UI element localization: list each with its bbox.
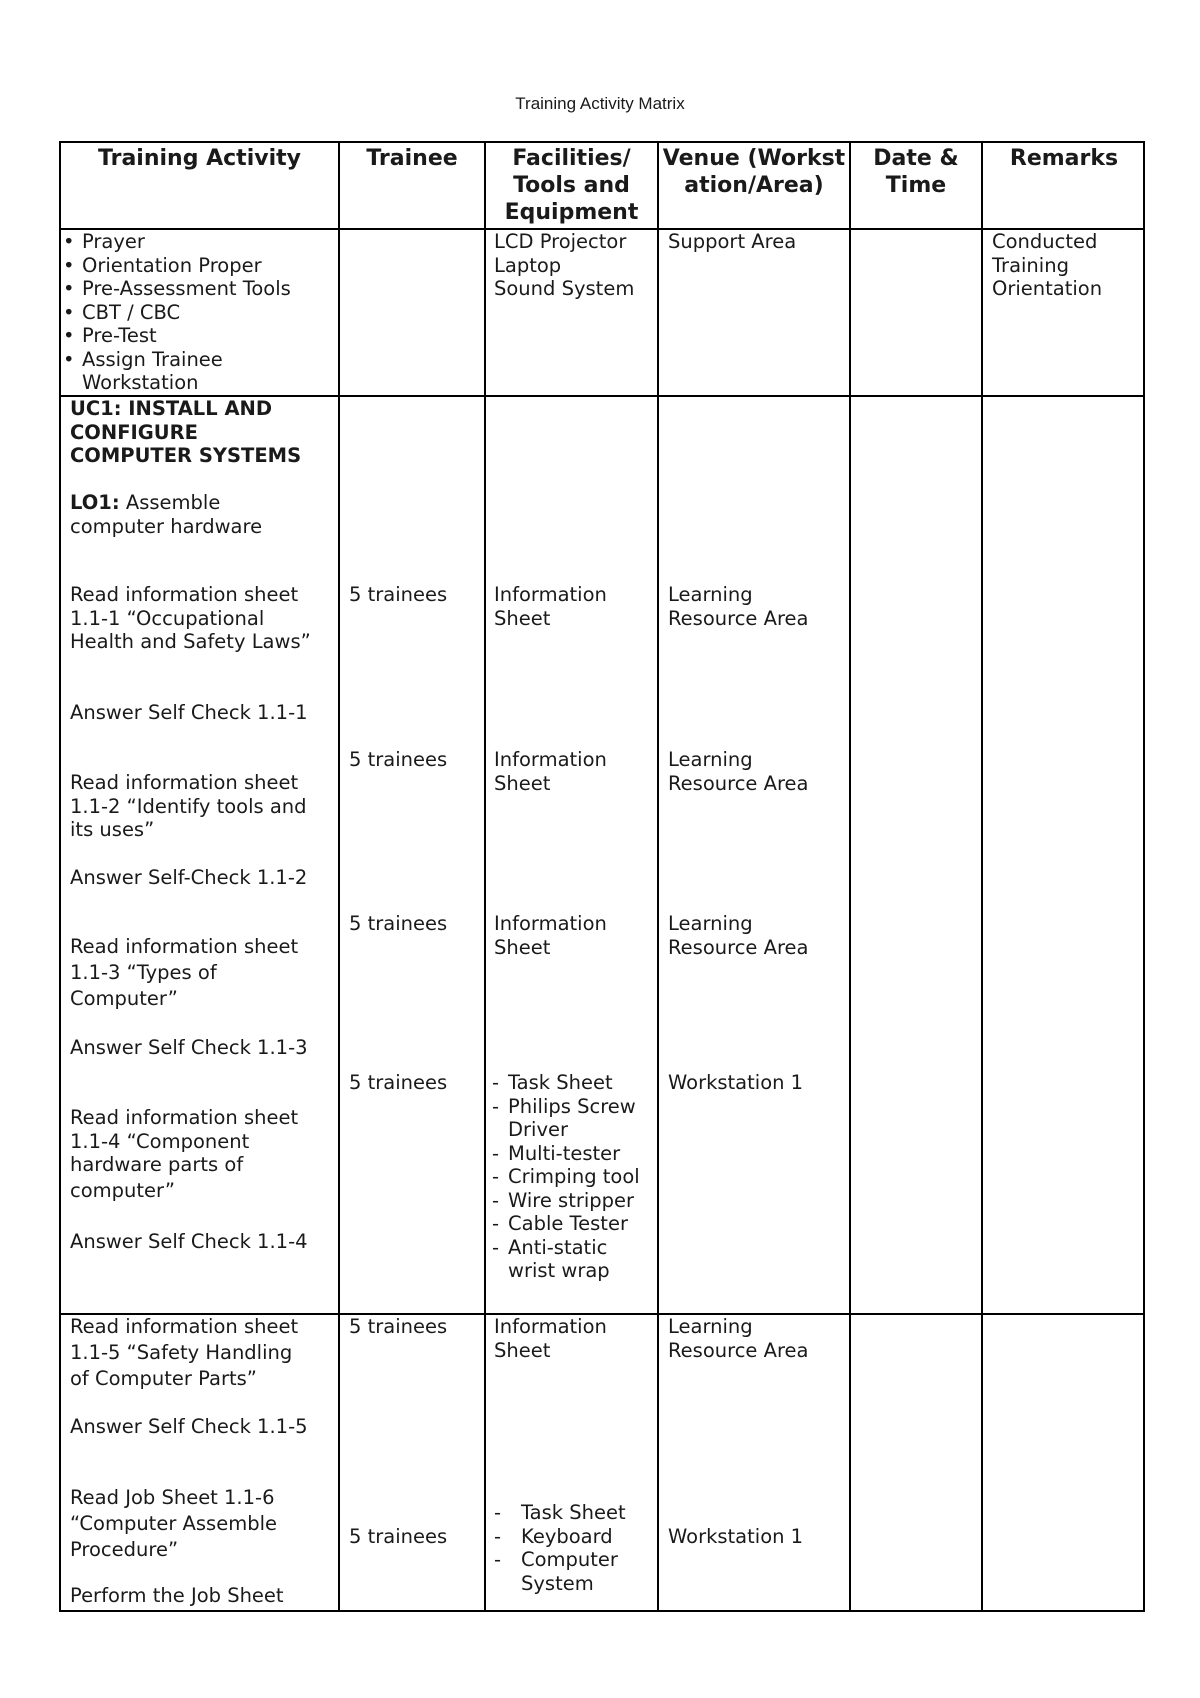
read-info-sheet: Read information sheet (70, 935, 299, 958)
list-item: - Crimping tool (492, 1165, 652, 1189)
lo1-heading (70, 491, 220, 515)
venue: Learning (668, 583, 753, 606)
read-job-sheet: Read Job Sheet 1.1-6 (70, 1486, 275, 1509)
read-info-sheet: 1.1-1 “Occupational (70, 606, 265, 630)
lo1-text: Assemble (125, 491, 221, 514)
facility: Information (494, 583, 607, 606)
answer-self-check: Answer Self Check 1.1-4 (70, 1230, 308, 1253)
tools-list (494, 1501, 654, 1595)
orientation-remarks: Training (992, 253, 1069, 277)
trainee-count: 5 trainees (349, 1315, 448, 1338)
read-info-sheet: Read information sheet (70, 1315, 299, 1338)
orientation-activity-list (61, 230, 291, 395)
perform-job-sheet: Perform the Job Sheet (70, 1584, 284, 1607)
answer-self-check: Answer Self-Check 1.1-2 (70, 866, 308, 889)
header-trainee: Trainee (366, 146, 458, 171)
list-item: - Computer System (494, 1548, 654, 1595)
column-divider (981, 143, 983, 1610)
tools-list (492, 1071, 652, 1283)
read-info-sheet: Health and Safety Laws” (70, 630, 311, 653)
venue: Workstation 1 (668, 1525, 804, 1548)
list-item: - Keyboard (494, 1525, 654, 1549)
column-divider (657, 143, 659, 1610)
uc1-title: COMPUTER SYSTEMS (70, 444, 302, 467)
header-remarks: Remarks (1009, 146, 1119, 171)
read-info-sheet: 1.1-4 “Component (70, 1129, 250, 1153)
venue: Resource Area (668, 606, 809, 630)
training-activity-matrix-table (59, 141, 1145, 1612)
orientation-facility: LCD Projector (494, 230, 627, 253)
header-facilities: Facilities/ Tools and Equipment (504, 146, 639, 225)
trainee-count: 5 trainees (349, 1071, 448, 1094)
list-item: • Prayer (61, 230, 291, 254)
venue: Resource Area (668, 1338, 809, 1362)
answer-self-check: Answer Self Check 1.1-3 (70, 1036, 308, 1059)
list-item: - Multi-tester (492, 1142, 652, 1166)
list-item: - Anti-static wrist wrap (492, 1236, 652, 1283)
read-info-sheet: of Computer Parts” (70, 1367, 257, 1390)
venue: Learning (668, 912, 753, 935)
read-info-sheet: 1.1-2 “Identify tools and (70, 794, 307, 818)
facility: Information (494, 748, 607, 771)
read-info-sheet: Read information sheet (70, 771, 299, 794)
list-item: • Assign Trainee Workstation (61, 348, 242, 395)
read-job-sheet: “Computer Assemble (70, 1512, 277, 1535)
orientation-facility: Sound System (494, 277, 635, 300)
uc1-title: CONFIGURE (70, 420, 198, 444)
answer-self-check: Answer Self Check 1.1-5 (70, 1415, 308, 1438)
venue: Learning (668, 748, 753, 771)
read-info-sheet: Computer” (70, 987, 178, 1010)
facility: Information (494, 912, 607, 935)
venue: Resource Area (668, 935, 809, 959)
facility: Sheet (494, 935, 551, 959)
facility: Sheet (494, 606, 551, 630)
list-item: • Pre-Test (61, 324, 291, 348)
read-info-sheet: 1.1-3 “Types of (70, 961, 217, 984)
read-info-sheet: Read information sheet (70, 1106, 299, 1129)
orientation-remarks: Orientation (992, 277, 1103, 300)
list-item: • Pre-Assessment Tools (61, 277, 291, 301)
list-item: - Philips Screw Driver (492, 1095, 652, 1142)
header-training-activity: Training Activity (98, 146, 301, 171)
trainee-count: 5 trainees (349, 912, 448, 935)
list-item: • CBT / CBC (61, 301, 291, 325)
read-info-sheet: computer” (70, 1179, 175, 1202)
answer-self-check: Answer Self Check 1.1-1 (70, 701, 308, 724)
column-divider (338, 143, 340, 1610)
orientation-venue: Support Area (668, 230, 797, 253)
trainee-count: 5 trainees (349, 748, 448, 771)
lo1-text: computer hardware (70, 514, 263, 538)
header-venue: Venue (Workstation/Area) (662, 146, 846, 198)
venue: Learning (668, 1315, 753, 1338)
orientation-remarks: Conducted (992, 230, 1098, 253)
column-divider (484, 143, 486, 1610)
read-info-sheet: its uses” (70, 818, 155, 841)
trainee-count: 5 trainees (349, 1525, 448, 1548)
orientation-facility: Laptop (494, 253, 562, 277)
header-date-time: Date & Time (873, 146, 959, 198)
venue: Resource Area (668, 771, 809, 795)
list-item: - Task Sheet (492, 1071, 652, 1095)
venue: Workstation 1 (668, 1071, 804, 1094)
read-info-sheet: Read information sheet (70, 583, 299, 606)
lo1-label: LO1: (70, 491, 120, 514)
facility: Information (494, 1315, 607, 1338)
read-info-sheet: hardware parts of (70, 1153, 244, 1176)
document-title: Training Activity Matrix (515, 94, 685, 113)
read-job-sheet: Procedure” (70, 1538, 179, 1561)
list-item: - Task Sheet (494, 1501, 654, 1525)
trainee-count: 5 trainees (349, 583, 448, 606)
list-item: - Cable Tester (492, 1212, 652, 1236)
facility: Sheet (494, 1338, 551, 1362)
facility: Sheet (494, 771, 551, 795)
read-info-sheet: 1.1-5 “Safety Handling (70, 1341, 293, 1364)
uc1-title: UC1: INSTALL AND (70, 397, 273, 420)
list-item: - Wire stripper (492, 1189, 652, 1213)
list-item: • Orientation Proper (61, 254, 291, 278)
column-divider (849, 143, 851, 1610)
